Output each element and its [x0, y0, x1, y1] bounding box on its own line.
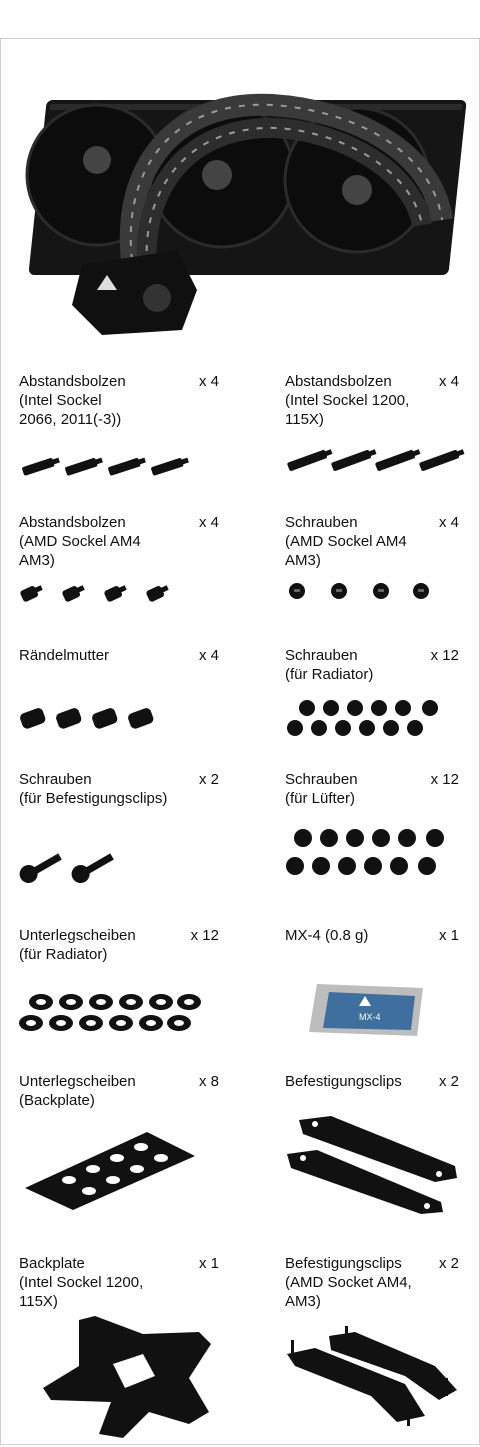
part-mounting-clips-amd: [285, 1254, 459, 1434]
part-standoffs-amd: [19, 513, 219, 613]
part-name: Schrauben (für Lüfter): [285, 771, 358, 807]
part-backplate: [19, 1254, 219, 1434]
part-name: Schrauben (für Radiator): [285, 647, 374, 683]
part-quantity: x 4: [438, 514, 459, 531]
part-knurled-nut: [19, 646, 219, 746]
part-quantity: x 2: [438, 1255, 459, 1272]
part-mounting-clips: [285, 1072, 459, 1212]
part-screws-radiator: [285, 646, 459, 746]
part-washers-radiator: [19, 926, 219, 1046]
part-quantity: x 8: [198, 1073, 219, 1090]
part-name: Abstandsbolzen (Intel Sockel 2066, 2011(-3)): [19, 373, 126, 428]
fan-screw-icon: [285, 826, 457, 882]
part-quantity: x 2: [438, 1073, 459, 1090]
part-quantity: x 4: [198, 514, 219, 531]
part-quantity: x 4: [198, 647, 219, 664]
part-quantity: x 1: [198, 1255, 219, 1272]
part-quantity: x 12: [430, 647, 459, 664]
part-standoffs-intel-1200: [285, 372, 459, 482]
part-name: Schrauben (AMD Sockel AM4 AM3): [285, 514, 407, 569]
part-thermal-paste: [285, 926, 459, 1046]
mounting-clip-icon: [285, 1112, 461, 1216]
part-name: MX-4 (0.8 g): [285, 927, 369, 944]
part-quantity: x 4: [198, 373, 219, 390]
part-quantity: x 2: [198, 771, 219, 788]
washer-icon: [19, 990, 203, 1034]
part-quantity: x 12: [430, 771, 459, 788]
part-screws-fan: [285, 770, 459, 890]
mx4-packet-icon: [307, 982, 425, 1038]
part-washers-backplate: [19, 1072, 219, 1212]
part-name: Abstandsbolzen (Intel Sockel 1200, 115X): [285, 373, 410, 428]
standoff-long-icon: [285, 442, 465, 476]
part-name: Backplate (Intel Sockel 1200, 115X): [19, 1255, 144, 1310]
cooler-product-image: [12, 50, 468, 340]
short-standoff-icon: [19, 579, 179, 605]
radiator-screw-icon: [285, 698, 447, 744]
part-quantity: x 12: [190, 927, 219, 944]
part-quantity: x 1: [438, 927, 459, 944]
backplate-icon: [39, 1312, 215, 1440]
part-name: Unterlegscheiben (für Radiator): [19, 927, 136, 963]
part-quantity: x 4: [438, 373, 459, 390]
part-standoffs-intel-2066: [19, 372, 219, 482]
part-screws-clips: [19, 770, 219, 890]
knurled-nut-icon: [19, 704, 169, 734]
part-name: Befestigungsclips (AMD Socket AM4, AM3): [285, 1255, 412, 1310]
part-name: Abstandsbolzen (AMD Sockel AM4 AM3): [19, 514, 141, 569]
backplate-washer-sheet-icon: [19, 1128, 197, 1212]
screw-icon: [285, 579, 435, 603]
part-name: Befestigungsclips: [285, 1073, 402, 1090]
standoff-icon: [19, 450, 199, 480]
mx4-label: MX-4: [359, 1012, 381, 1022]
part-name: Rändelmutter: [19, 647, 110, 664]
part-name: Schrauben (für Befestigungsclips): [19, 771, 168, 807]
part-screws-amd: [285, 513, 459, 613]
amd-clip-icon: [285, 1326, 461, 1430]
part-name: Unterlegscheiben (Backplate): [19, 1073, 136, 1109]
long-screw-icon: [19, 846, 119, 886]
